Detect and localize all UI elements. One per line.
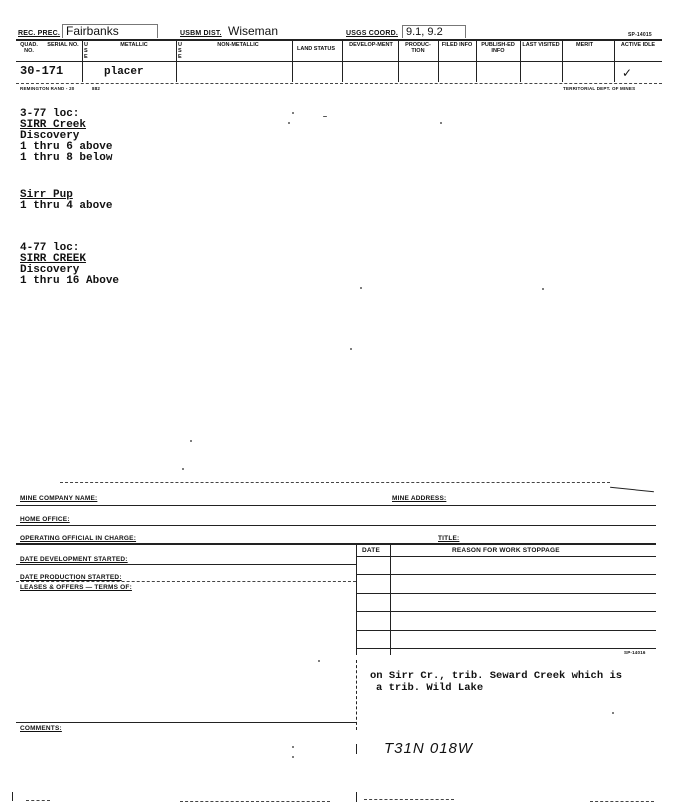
note-line: SIRR CREEK [20, 253, 87, 265]
note-line: Discovery [20, 130, 80, 142]
home-office-label: HOME OFFICE: [20, 516, 70, 523]
scan-speck [542, 288, 544, 290]
row-active-idle: ✓ [622, 66, 633, 80]
scan-speck [288, 122, 290, 124]
margin-mark [12, 792, 13, 801]
form-code-2: SP-14016 [624, 650, 646, 655]
scan-speck [612, 712, 614, 714]
rule-operating [16, 543, 656, 545]
col-land-status [294, 42, 338, 60]
row-bottom-rule [16, 83, 662, 84]
rec-prec-value: Fairbanks [66, 24, 119, 38]
table-row-rule [356, 574, 656, 575]
lower-top-rule [60, 482, 610, 483]
scan-speck [292, 746, 294, 748]
scan-speck [440, 122, 442, 124]
rule-home-office [16, 525, 656, 526]
table-row-rule [356, 593, 656, 594]
col-filed-info-text: FILED INFO [441, 42, 473, 48]
col-development [344, 42, 398, 60]
scan-speck [323, 116, 327, 117]
title-label: TITLE: [438, 535, 460, 542]
rec-prec-box [62, 24, 158, 38]
rule-prod-started [16, 581, 356, 582]
remark-line-1: on Sirr Cr., trib. Seward Creek which is [370, 670, 623, 682]
usbm-dist-value: Wiseman [228, 24, 279, 38]
form-code: SP-14015 [628, 32, 652, 38]
comments-divider [356, 660, 357, 730]
vrule [562, 40, 563, 82]
vrule [176, 40, 177, 82]
strip-right: TERRITORIAL DEPT. OF MINES [563, 86, 636, 91]
col-use-a [84, 42, 90, 60]
col-land-status-text: LAND STATUS [297, 46, 335, 52]
usgs-coord-box [402, 25, 466, 38]
comments-label: COMMENTS: [20, 725, 62, 732]
scan-speck [182, 468, 184, 470]
bottom-edge-rule [26, 800, 50, 801]
col-non-metallic-text: NON-METALLIC [217, 42, 259, 48]
col-serial-text: SERIAL NO. [47, 42, 79, 48]
rec-prec-label: REC. PREC. [18, 30, 61, 37]
note-line: 3-77 loc: [20, 108, 80, 120]
col-filed-info [440, 42, 474, 60]
col-development-text: DEVELOP-MENT [349, 42, 393, 48]
table-date-rule [390, 543, 391, 655]
col-production [400, 42, 436, 60]
col-published-info-text: PUBLISH-ED INFO [481, 42, 515, 54]
col-active-idle [616, 42, 660, 60]
notes-block-1 [20, 109, 112, 164]
rule-mine-name [16, 505, 656, 506]
note-line: 4-77 loc: [20, 242, 80, 254]
mine-company-name-label: MINE COMPANY NAME: [20, 495, 98, 502]
vrule [476, 40, 477, 82]
vrule [398, 40, 399, 82]
leases-label: LEASES & OFFERS — TERMS OF: [20, 584, 132, 591]
col-quad [18, 42, 40, 60]
note-line: SIRR Creek [20, 119, 87, 131]
margin-mark [356, 744, 357, 754]
usgs-coord-label: USGS COORD. [346, 30, 398, 37]
table-row-rule [356, 630, 656, 631]
table-bottom-rule [356, 648, 656, 649]
note-line: 1 thru 6 above [20, 141, 113, 153]
col-merit [564, 42, 612, 60]
notes-block-2 [20, 190, 112, 212]
rule-dev-started [16, 564, 356, 565]
scan-speck [350, 348, 352, 350]
scan-speck [190, 440, 192, 442]
vrule [520, 40, 521, 82]
col-active-idle-text: ACTIVE IDLE [620, 42, 656, 48]
date-col-label: DATE [362, 547, 381, 554]
note-line: Sirr Pup [20, 189, 73, 201]
col-use-b-text: U S E [178, 42, 182, 60]
scan-speck [318, 660, 320, 662]
col-merit-text: MERIT [576, 42, 594, 48]
col-published-info [478, 42, 518, 60]
strip-left: REMINGTON RAND - 20 [20, 86, 75, 91]
vrule [342, 40, 343, 82]
vrule [614, 40, 615, 82]
row-metallic: placer [104, 66, 144, 78]
scan-speck [360, 287, 362, 289]
table-row-rule [356, 611, 656, 612]
col-use-a-text: U S E [84, 42, 88, 60]
col-use-b [178, 42, 184, 60]
usbm-dist-label: USBM DIST. [180, 30, 222, 37]
col-non-metallic [186, 42, 290, 60]
col-metallic-text: METALLIC [120, 42, 148, 48]
strip-left-code: 882 [92, 86, 101, 91]
bottom-edge-rule [590, 801, 654, 802]
table-header-rule [356, 556, 656, 557]
date-prod-started-label: DATE PRODUCTION STARTED: [20, 574, 122, 581]
col-quad-text: QUAD. NO. [20, 42, 38, 54]
bottom-edge-rule [180, 801, 330, 802]
note-line: 1 thru 4 above [20, 200, 113, 212]
header-top-rule [16, 39, 662, 41]
header-mid-rule [16, 61, 662, 62]
col-metallic [96, 42, 172, 60]
margin-mark [356, 792, 357, 802]
table-left-rule [356, 543, 357, 655]
col-last-visited-text: LAST VISITED [522, 42, 560, 48]
vrule [292, 40, 293, 82]
date-dev-started-label: DATE DEVELOPMENT STARTED: [20, 556, 128, 563]
col-serial [46, 42, 80, 60]
remark-line-2: a trib. Wild Lake [376, 682, 484, 694]
operating-official-label: OPERATING OFFICIAL IN CHARGE: [20, 535, 137, 542]
scan-speck [292, 756, 294, 758]
mine-address-label: MINE ADDRESS: [392, 495, 447, 502]
lower-top-curve [610, 487, 654, 493]
scan-speck [292, 112, 294, 114]
row-quad-serial: 30-171 [20, 64, 64, 78]
vrule [82, 40, 83, 82]
reason-col-label: REASON FOR WORK STOPPAGE [452, 547, 560, 554]
usgs-coord-value: 9.1, 9.2 [406, 26, 443, 38]
col-last-visited [522, 42, 560, 60]
rule-comments-top [16, 722, 356, 723]
notes-block-3 [20, 243, 119, 287]
handwritten-location: T31N 018W [384, 740, 474, 757]
header-row [0, 0, 678, 40]
vrule [438, 40, 439, 82]
bottom-edge-rule [364, 799, 454, 800]
note-line: 1 thru 8 below [20, 152, 113, 164]
note-line: Discovery [20, 264, 80, 276]
col-production-text: PRODUC-TION [405, 42, 431, 54]
note-line: 1 thru 16 Above [20, 275, 120, 287]
